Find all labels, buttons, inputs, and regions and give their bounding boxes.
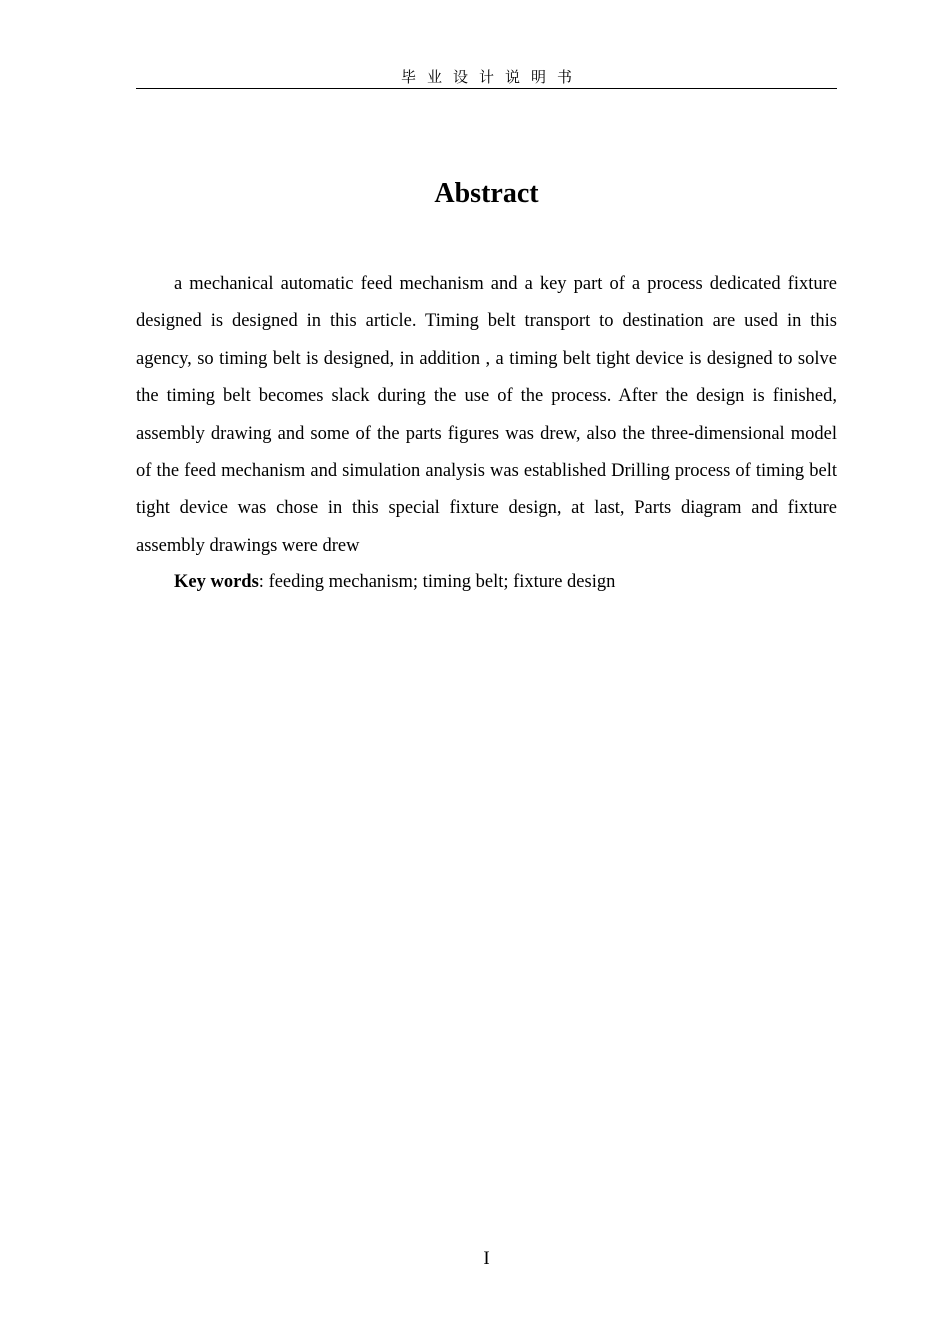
page-header [136,66,837,89]
keywords-separator: : [258,572,269,592]
page-title: Abstract [434,178,539,209]
page-number: I [483,1248,490,1269]
abstract-paragraph: a mechanical automatic feed mechanism and a key part of a process dedicated fixture designed is designed in this article. Timing belt transport to destination are used in this agency, so timing belt is designed, in addition , a timing belt tight device is designed to solve the timing belt becomes slack during the use of the process. After the design is finished, assembly drawing and some of the parts figures was drew, also the three-dimensional model of the feed mechanism and simulation analysis was established Drilling process of timing belt tight device was chose in this special fixture design, at last, Parts diagram and fixture assembly drawings were drew [136,274,837,556]
header-title: 毕业设计说明书 [400,68,583,86]
keywords-line [136,564,837,601]
keywords-text: feeding mechanism; timing belt; fixture design [268,572,616,592]
keywords-label: Key words [174,572,259,592]
